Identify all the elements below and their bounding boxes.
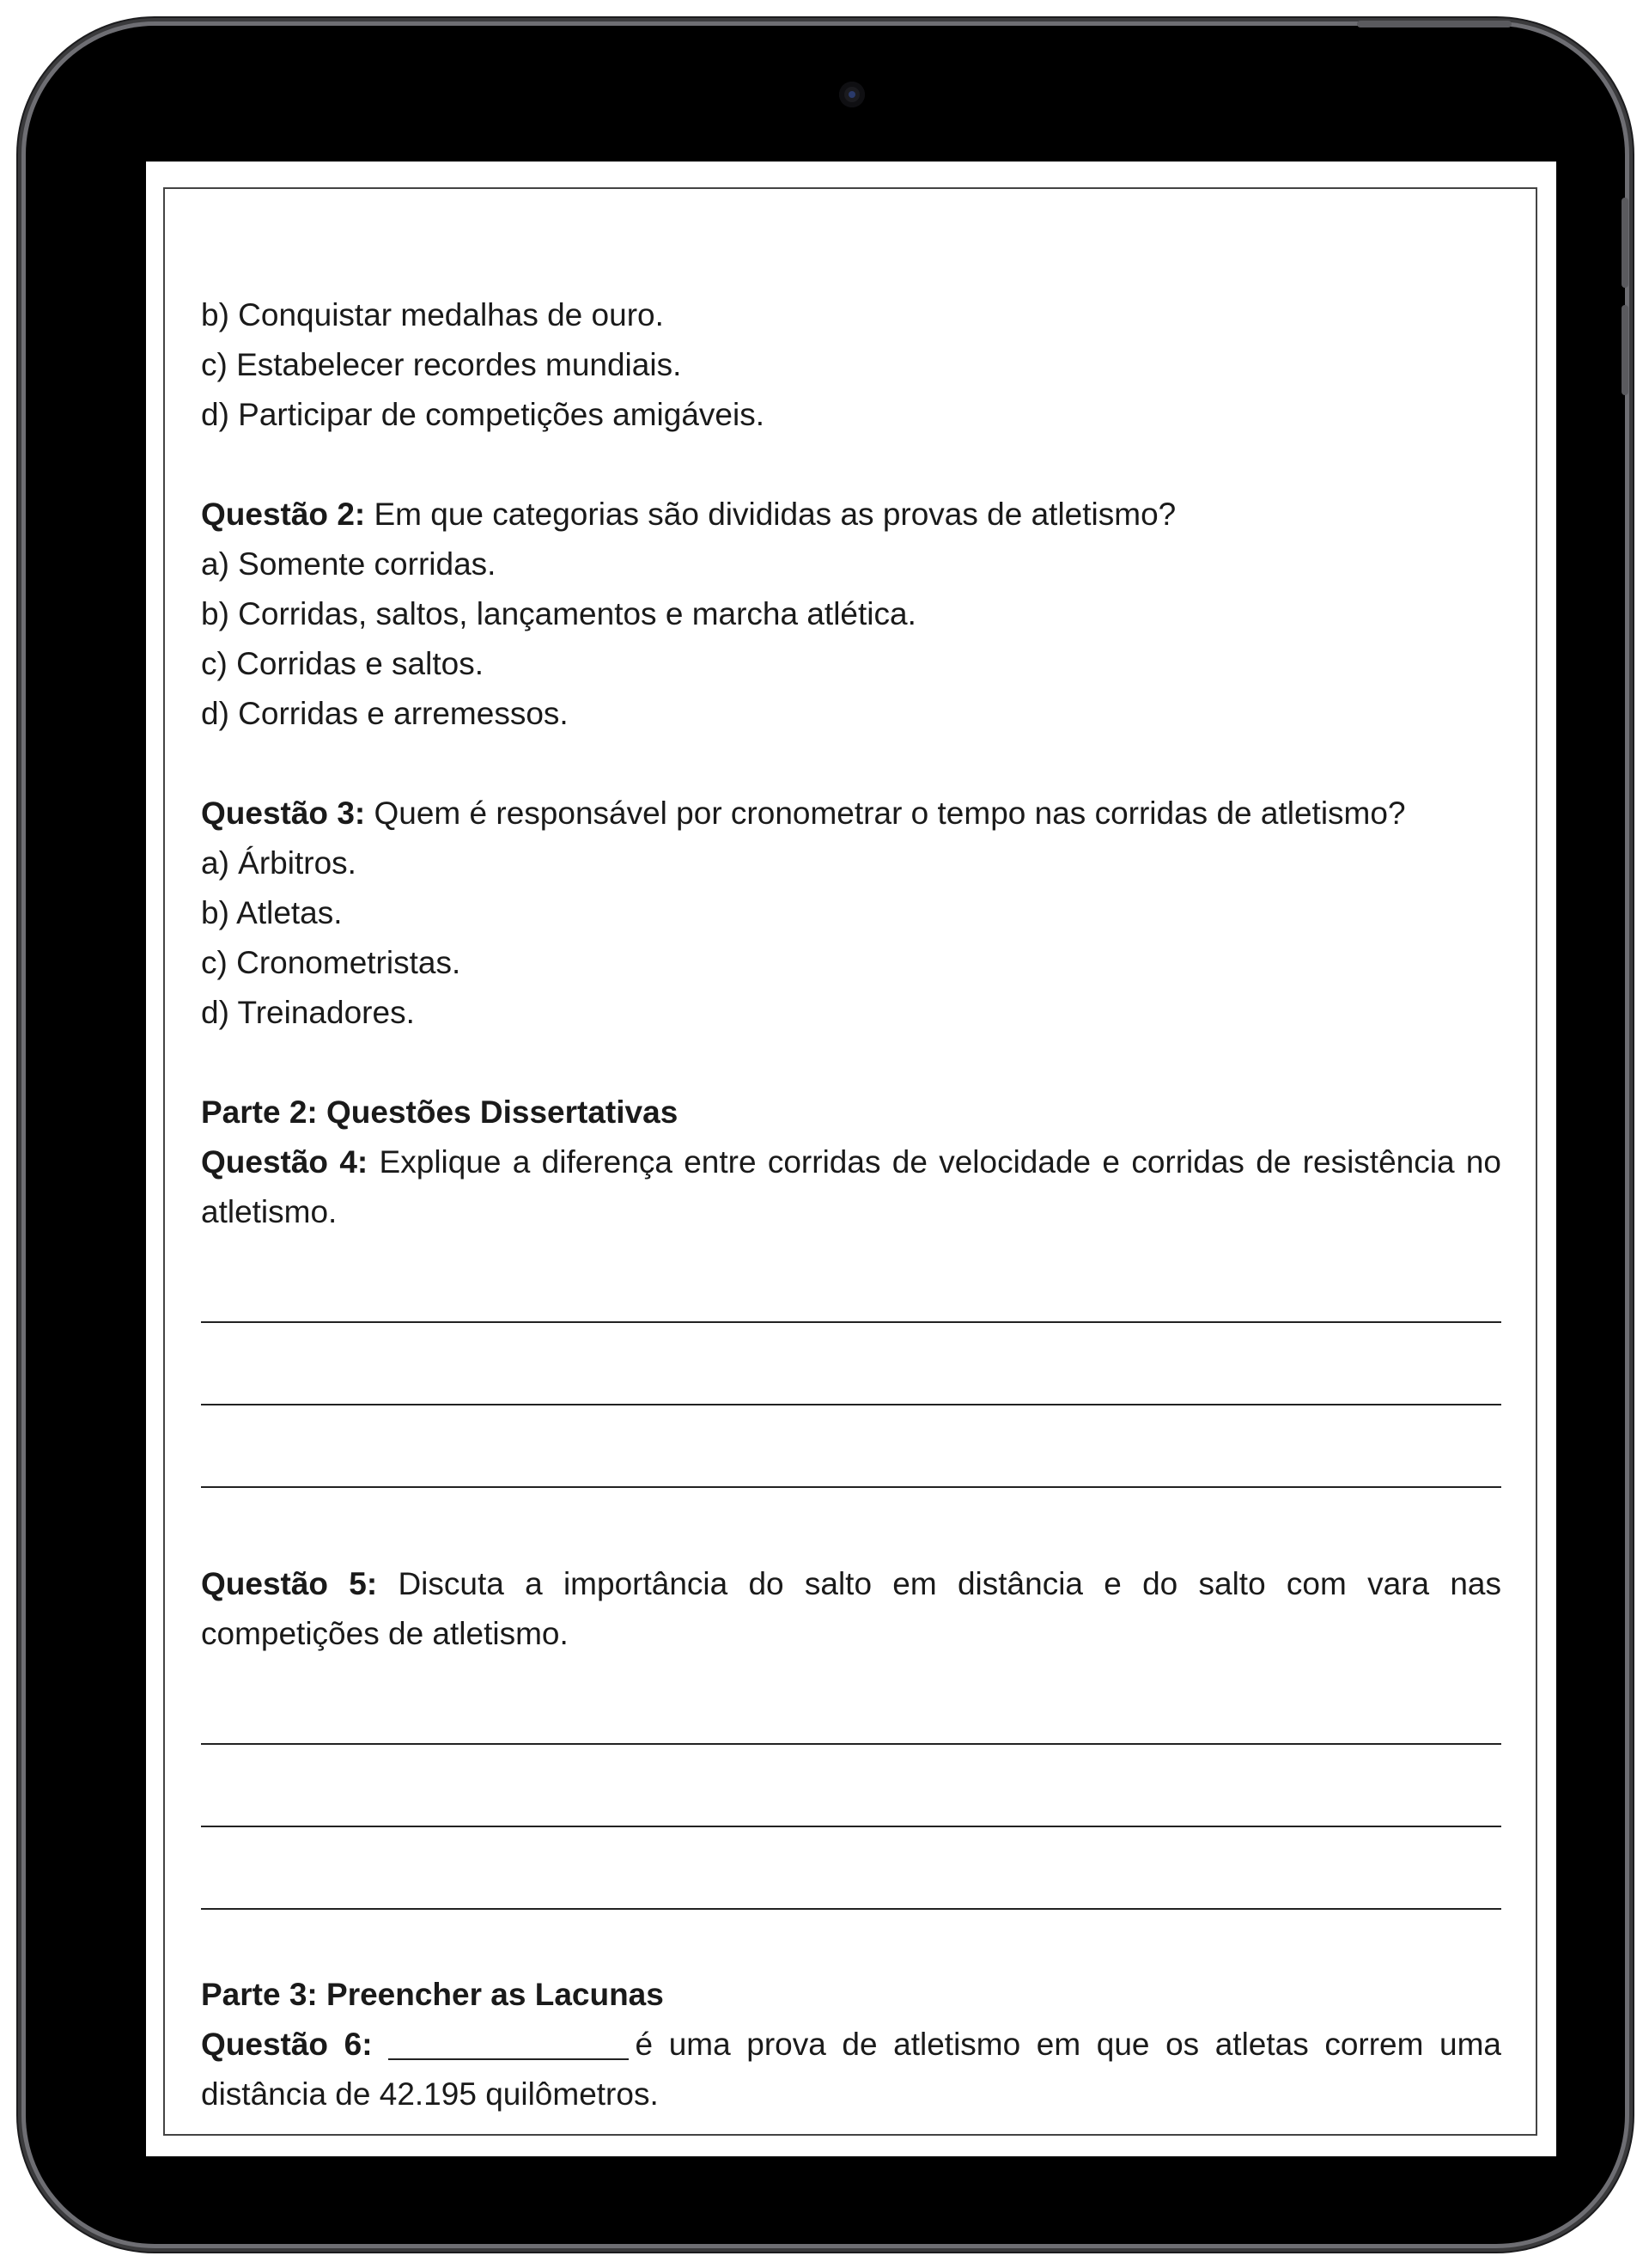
q2-label: Questão 2: — [201, 497, 366, 532]
front-camera-icon — [839, 82, 865, 107]
tablet-top-button — [1357, 21, 1512, 27]
q5-text: Discuta a importância do salto em distância e do salto com vara nas competições de atletismo. — [201, 1566, 1501, 1651]
q5-label: Questão 5: — [201, 1566, 378, 1601]
q4-question — [201, 1137, 1501, 1237]
part2-heading: Parte 2: Questões Dissertativas — [201, 1094, 678, 1130]
q6-fill-blank[interactable] — [388, 2024, 629, 2060]
q5-answer-line-2[interactable] — [201, 1745, 1501, 1827]
q4-answer-line-1[interactable] — [201, 1237, 1501, 1323]
q2-question — [201, 490, 1501, 540]
q1-option-d: d) Participar de competições amigáveis. — [201, 397, 765, 432]
q2-option-a: a) Somente corridas. — [201, 546, 496, 582]
q3-option-d: d) Treinadores. — [201, 995, 415, 1030]
q3-option-a: a) Árbitros. — [201, 845, 356, 881]
tablet-volume-down-button — [1622, 305, 1628, 395]
part3-heading: Parte 3: Preencher as Lacunas — [201, 1977, 664, 2012]
q4-text: Explique a diferença entre corridas de velocidade e corridas de resistência no atletismo. — [201, 1144, 1501, 1229]
q3-label: Questão 3: — [201, 796, 366, 831]
q4-answer-line-2[interactable] — [201, 1323, 1501, 1405]
tablet-screen — [146, 162, 1556, 2156]
q2-option-b: b) Corridas, saltos, lançamentos e marcha atlética. — [201, 596, 916, 631]
q1-option-c: c) Estabelecer recordes mundiais. — [201, 347, 682, 382]
q6-text: é uma prova de atletismo em que os atletas correm uma distância de 42.195 quilômetros. — [201, 2027, 1502, 2112]
q3-question — [201, 789, 1501, 838]
q5-answer-line-3[interactable] — [201, 1827, 1501, 1910]
q3-text: Quem é responsável por cronometrar o tempo nas corridas de atletismo? — [365, 796, 1406, 831]
q6-question — [201, 2020, 1501, 2119]
q1-option-b: b) Conquistar medalhas de ouro. — [201, 297, 664, 332]
q6-label: Questão 6: — [201, 2027, 373, 2062]
tablet-volume-up-button — [1622, 198, 1628, 288]
q4-label: Questão 4: — [201, 1144, 368, 1180]
q5-answer-line-1[interactable] — [201, 1659, 1501, 1745]
q2-option-c: c) Corridas e saltos. — [201, 646, 484, 681]
q4-answer-line-3[interactable] — [201, 1405, 1501, 1488]
q3-option-c: c) Cronometristas. — [201, 945, 461, 980]
q5-question — [201, 1559, 1501, 1659]
document-content — [201, 290, 1501, 2119]
tablet-device — [26, 26, 1625, 2244]
q3-option-b: b) Atletas. — [201, 895, 343, 930]
q2-text: Em que categorias são divididas as provas de atletismo? — [365, 497, 1177, 532]
q2-option-d: d) Corridas e arremessos. — [201, 696, 569, 731]
